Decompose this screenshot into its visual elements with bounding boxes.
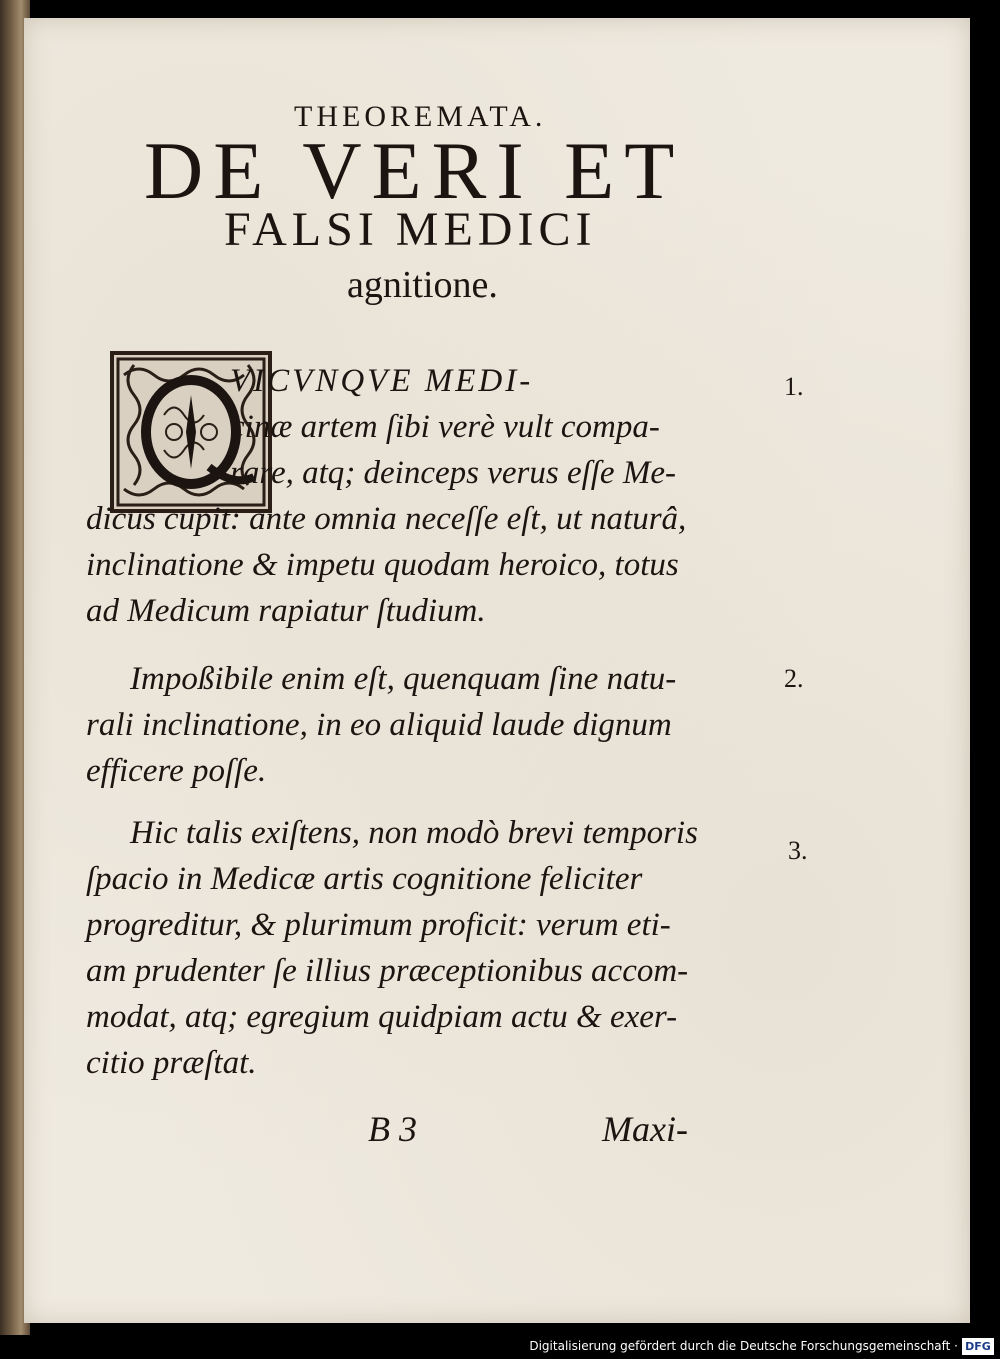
catchword: Maxi- (602, 1109, 688, 1149)
text-line: progreditur, & plurimum proficit: verum eti- (86, 907, 671, 943)
text-line: cinæ artem ſibi verè vult compa- (230, 409, 660, 445)
book-page (24, 18, 970, 1323)
text-line: am prudenter ſe illius præceptionibus accom- (86, 953, 689, 989)
text-line: VICVNQVE MEDI- (230, 363, 534, 399)
paragraph-1-indented (230, 358, 676, 496)
paragraph-1-body (86, 496, 686, 634)
text-line: ſpacio in Medicæ artis cognitione feliciter (86, 861, 643, 897)
text-line: dicus cupit: ante omnia neceſſe eſt, ut naturâ, (86, 501, 687, 537)
paragraph-number-2: 2. (784, 664, 804, 693)
text-line: citio præſtat. (86, 1045, 257, 1081)
text-line: ad Medicum rapiatur ſtudium. (86, 593, 486, 629)
text-line: Impoßibile enim eſt, quenquam ſine natu- (130, 661, 677, 697)
credit-text: Digitalisierung gefördert durch die Deutsche Forschungsgemeinschaft · (529, 1339, 958, 1353)
paragraph-2 (86, 656, 676, 794)
paragraph-3 (86, 810, 698, 1086)
text-line: rare, atq; deinceps verus eſſe Me- (230, 455, 676, 491)
signature-mark: B 3 (368, 1109, 417, 1149)
title-line-2: FALSI MEDICI (224, 203, 597, 256)
paragraph-number-1: 1. (784, 372, 804, 401)
title-line-1: DE VERI ET (144, 125, 685, 216)
title-line-3: agnitione. (347, 264, 498, 306)
running-head: THEOREMATA. (294, 100, 547, 133)
text-line: Hic talis exiſtens, non modò brevi temporis (130, 815, 698, 851)
dfg-logo-icon: DFG (962, 1338, 994, 1355)
text-line: modat, atq; egregium quidpiam actu & exer- (86, 999, 678, 1035)
text-line: rali inclinatione, in eo aliquid laude dignum (86, 707, 672, 743)
text-line: efficere poſſe. (86, 753, 267, 789)
text-line: inclinatione & impetu quodam heroico, totus (86, 547, 679, 583)
paragraph-number-3: 3. (788, 836, 808, 865)
credit-bar (0, 1335, 1000, 1359)
